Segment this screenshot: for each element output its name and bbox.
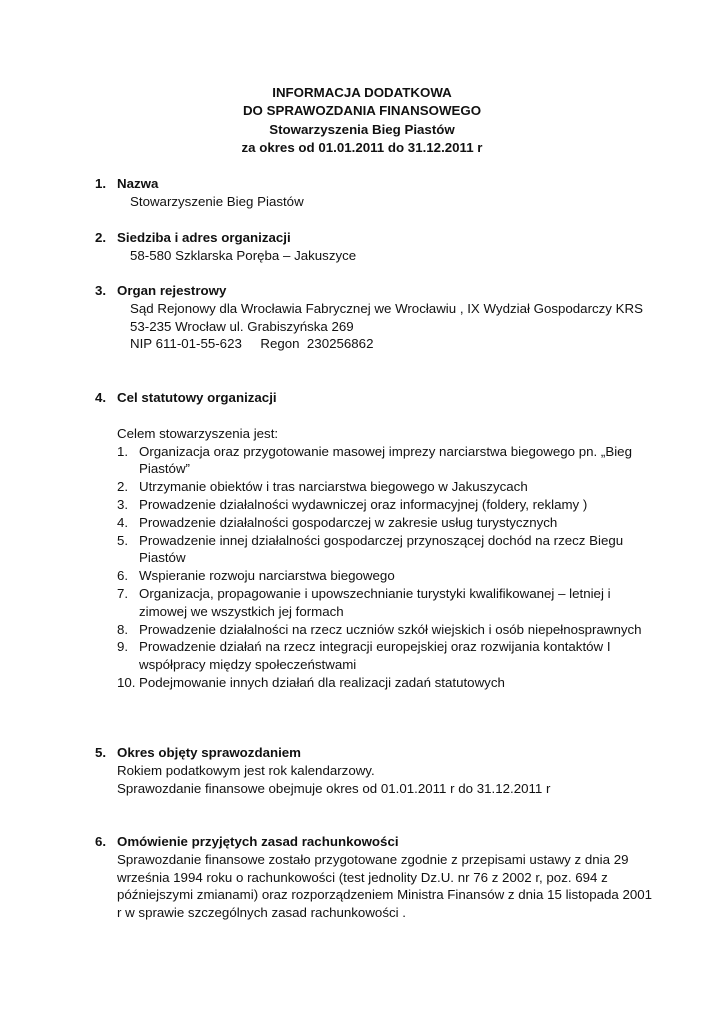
section-title: Nazwa [117, 176, 159, 191]
section-heading [95, 389, 655, 407]
list-item-number: 8. [117, 621, 129, 637]
list-item-number: 3. [117, 496, 129, 512]
list-item-text: Podejmowanie innych działań dla realizacji zadań statutowych [139, 674, 505, 690]
section-number: 1. [95, 176, 107, 191]
section-line: Sąd Rejonowy dla Wrocławia Fabrycznej we Wrocławiu , IX Wydział Gospodarczy KRS [130, 300, 643, 316]
title-line-3: Stowarzyszenia Bieg Piastów [269, 121, 455, 137]
list-item-number: 1. [117, 443, 129, 459]
list-item [117, 514, 655, 532]
list-item [117, 443, 655, 479]
list-item-text: Prowadzenie innej działalności gospodarczej przynoszącej dochód na rzecz Biegu Piastów [139, 532, 624, 566]
objectives-list [95, 443, 655, 692]
list-item [117, 496, 655, 514]
title-line-1: INFORMACJA DODATKOWA [272, 85, 452, 100]
section-5 [95, 744, 655, 797]
section-number: 5. [95, 745, 107, 760]
list-item-number: 9. [117, 639, 129, 655]
list-item-text: Prowadzenie działalności na rzecz uczniów szkół wiejskich i osób niepełnosprawnych [139, 621, 642, 637]
list-item-text: Organizacja, propagowanie i upowszechnianie turystyki kwalifikowanej – letniej i zimowej we wszystkich jej formach [139, 585, 611, 619]
section-line: Sprawozdanie finansowe obejmuje okres od 01.01.2011 r do 31.12.2011 r [117, 780, 551, 796]
section-line: Rokiem podatkowym jest rok kalendarzowy. [117, 762, 375, 778]
section-1 [95, 175, 655, 211]
list-item [117, 532, 655, 568]
list-item [117, 585, 655, 621]
section-heading [95, 229, 655, 247]
section-paragraph: Sprawozdanie finansowe zostało przygotowane zgodnie z przepisami ustawy z dnia 29 września 1994 roku o rachunkowości (test jednolity Dz.U. nr 76 z 2002 r, poz. 694 z późniejszymi zmianami) oraz rozporządzeniem Ministra Finansów z dnia 15 listopada 2001 r w sprawie szczególnych zasad rachunkowości . [117, 851, 653, 921]
section-heading [95, 175, 655, 193]
list-item [117, 638, 655, 674]
list-item-text: Organizacja oraz przygotowanie masowej imprezy narciarstwa biegowego pn. „Bieg Piastów” [139, 443, 632, 477]
list-item-text: Prowadzenie działalności wydawniczej oraz informacyjnej (foldery, reklamy ) [139, 496, 588, 512]
list-item [117, 621, 655, 639]
list-item-text: Utrzymanie obiektów i tras narciarstwa biegowego w Jakuszycach [139, 479, 528, 495]
section-intro: Celem stowarzyszenia jest: [117, 425, 279, 441]
section-number: 6. [95, 834, 107, 849]
section-line: 58-580 Szklarska Poręba – Jakuszyce [130, 247, 357, 263]
list-item-number: 6. [117, 568, 129, 584]
list-item-number: 7. [117, 585, 129, 601]
list-item [117, 478, 655, 496]
list-item-number: 5. [117, 532, 129, 548]
section-title: Organ rejestrowy [117, 283, 227, 298]
list-item [117, 674, 655, 692]
list-item-text: Wspieranie rozwoju narciarstwa biegowego [139, 568, 395, 584]
list-item-number: 10. [117, 674, 136, 690]
section-title: Okres objęty sprawozdaniem [117, 745, 302, 760]
list-item-number: 4. [117, 514, 129, 530]
section-number: 4. [95, 390, 107, 405]
section-number: 2. [95, 230, 107, 245]
section-heading [95, 744, 655, 762]
section-6 [95, 833, 655, 922]
section-4 [95, 389, 655, 692]
list-item-text: Prowadzenie działalności gospodarczej w zakresie usług turystycznych [139, 514, 558, 530]
title-line-2: DO SPRAWOZDANIA FINANSOWEGO [242, 103, 482, 119]
list-item [117, 567, 655, 585]
section-line: Stowarzyszenie Bieg Piastów [130, 193, 304, 209]
section-title: Siedziba i adres organizacji [117, 230, 291, 245]
title-line-4: za okres od 01.01.2011 do 31.12.2011 r [241, 139, 483, 155]
section-line: NIP 611-01-55-623 Regon 230256862 [130, 336, 374, 352]
section-3 [95, 282, 675, 353]
document-title [0, 84, 724, 157]
section-number: 3. [95, 283, 107, 298]
section-heading [95, 833, 655, 851]
section-title: Cel statutowy organizacji [117, 390, 277, 405]
section-2 [95, 229, 655, 265]
list-item-number: 2. [117, 479, 129, 495]
list-item-text: Prowadzenie działań na rzecz integracji europejskiej oraz rozwijania kontaktów I współpracy między społeczeństwami [139, 639, 611, 673]
section-title: Omówienie przyjętych zasad rachunkowości [117, 834, 399, 849]
section-line: 53-235 Wrocław ul. Grabiszyńska 269 [130, 318, 354, 334]
section-heading [95, 282, 675, 300]
